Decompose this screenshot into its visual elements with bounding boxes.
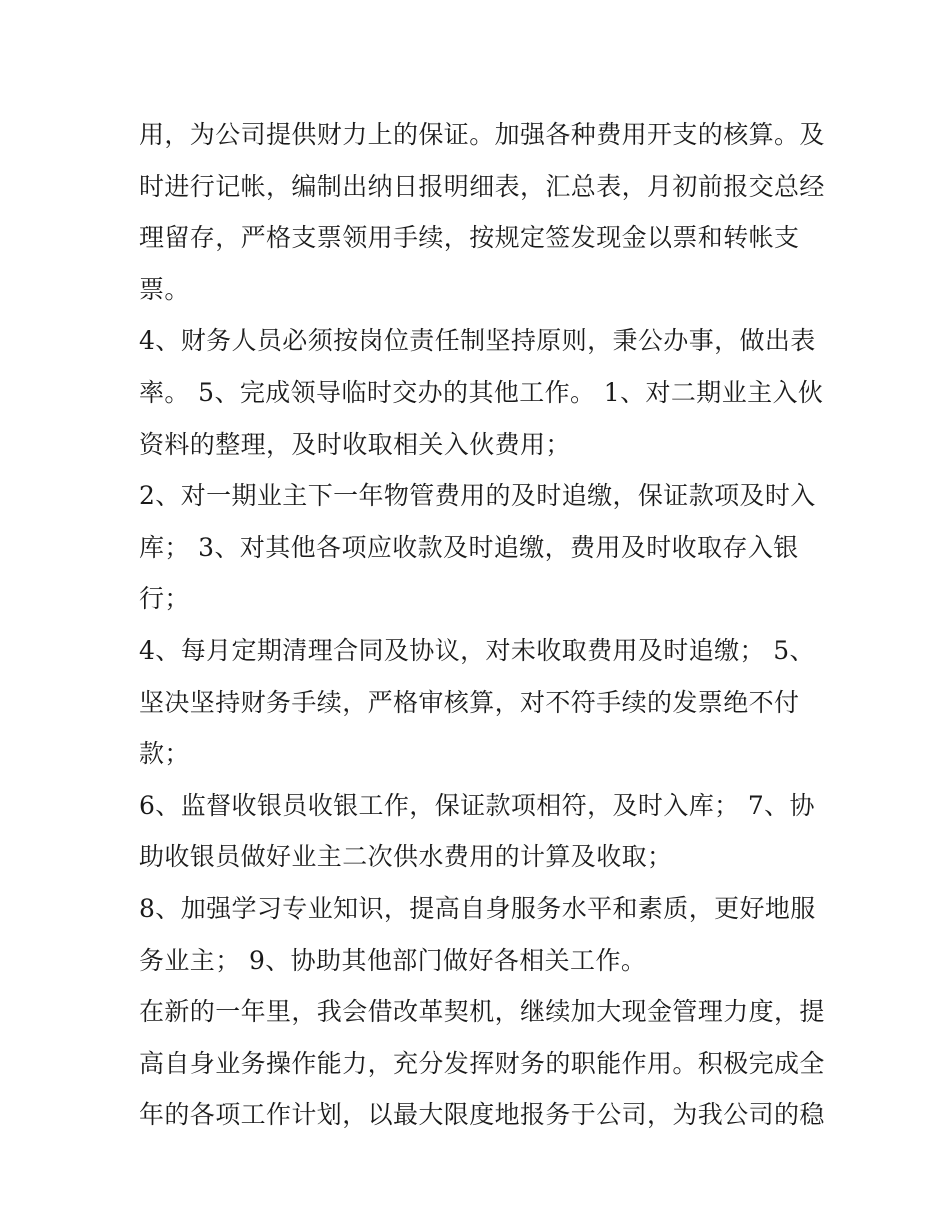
- text-line: 行；: [139, 584, 190, 614]
- text-line: 理留存，严格支票领用手续，按规定签发现金以票和转帐支: [139, 223, 800, 253]
- text-line: 高自身业务操作能力，充分发挥财务的职能作用。积极完成全: [139, 1048, 825, 1078]
- text-line: 款；: [139, 739, 190, 769]
- body-text: [139, 109, 829, 1141]
- text-line: 在新的一年里，我会借改革契机，继续加大现金管理力度，提: [139, 997, 825, 1027]
- text-line: 库； 3、对其他各项应收款及时追缴，费用及时收取存入银: [139, 532, 799, 562]
- text-line: 资料的整理，及时收取相关入伙费用；: [139, 429, 571, 459]
- text-line: 率。 5、完成领导临时交办的其他工作。 1、对二期业主入伙: [139, 377, 824, 407]
- text-line: 2、对一期业主下一年物管费用的及时追缴，保证款项及时入: [139, 481, 816, 511]
- text-line: 时进行记帐，编制出纳日报明细表，汇总表，月初前报交总经: [139, 171, 825, 201]
- text-line: 8、加强学习专业知识，提高自身服务水平和素质，更好地服: [139, 893, 816, 923]
- text-line: 用，为公司提供财力上的保证。加强各种费用开支的核算。及: [139, 120, 825, 149]
- text-line: 年的各项工作计划，以最大限度地报务于公司，为我公司的稳: [139, 1100, 825, 1130]
- text-line: 6、监督收银员收银工作，保证款项相符，及时入库； 7、协: [139, 790, 815, 820]
- text-line: 助收银员做好业主二次供水费用的计算及收取；: [139, 842, 673, 872]
- text-line: 4、财务人员必须按岗位责任制坚持原则，秉公办事，做出表: [139, 326, 816, 356]
- text-line: 票。: [139, 274, 190, 304]
- text-line: 4、每月定期清理合同及协议，对未收取费用及时追缴； 5、: [139, 635, 815, 665]
- text-line: 坚决坚持财务手续，严格审核算，对不符手续的发票绝不付: [139, 687, 800, 717]
- text-line: 务业主； 9、协助其他部门做好各相关工作。: [139, 945, 647, 975]
